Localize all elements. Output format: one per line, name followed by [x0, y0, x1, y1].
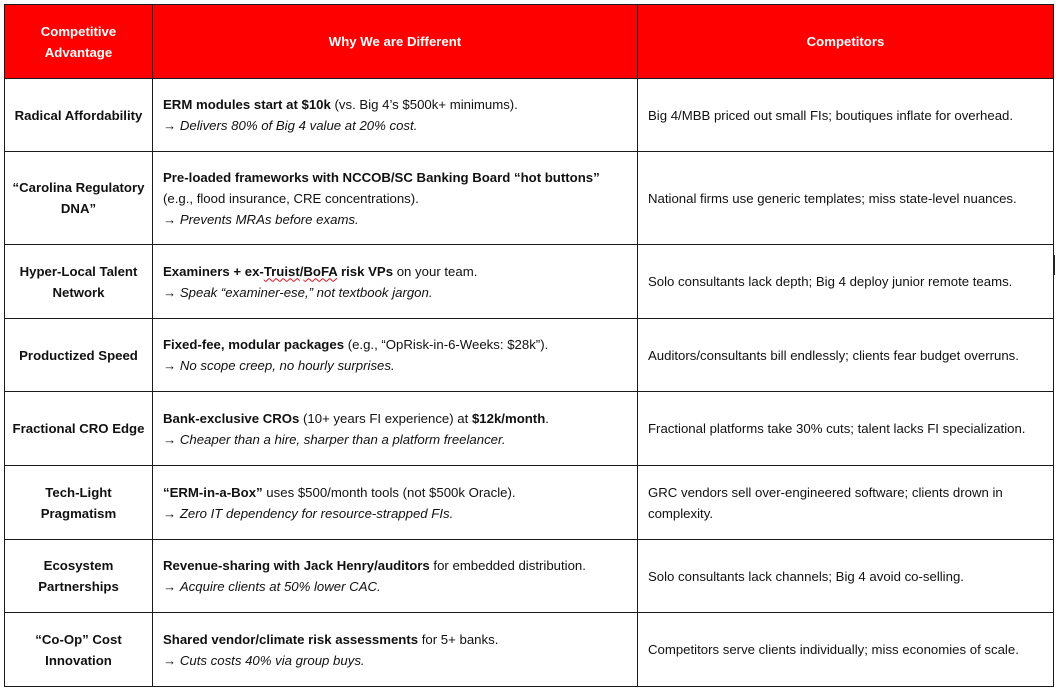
why-text: (10+ years FI experience) at [299, 410, 472, 426]
why-result-line [163, 503, 627, 524]
arrow-icon: → [163, 284, 180, 300]
why-cell [153, 152, 638, 245]
why-result-line [163, 576, 627, 597]
why-result-line [163, 429, 627, 450]
arrow-icon: → [163, 431, 180, 447]
arrow-icon: → [163, 652, 180, 668]
why-cell [153, 466, 638, 540]
header-row [5, 5, 1054, 79]
why-cell [153, 613, 638, 687]
competitors-cell: Competitors serve clients individually; miss economies of scale. [638, 613, 1054, 687]
arrow-icon: → [163, 211, 180, 227]
why-bold: $10k [301, 97, 331, 112]
advantage-cell: Fractional CRO Edge [5, 392, 153, 466]
arrow-icon: → [163, 118, 180, 133]
why-line [163, 94, 627, 115]
header-competitive-advantage: Competitive Advantage [5, 5, 153, 79]
why-result-line [163, 209, 627, 230]
why-italic: Acquire clients at 50% lower CAC. [179, 579, 381, 594]
why-bold: $12k/month [471, 410, 546, 426]
why-text: . [545, 410, 549, 426]
header-competitors: Competitors [638, 5, 1054, 79]
why-result-line [163, 650, 627, 671]
table-row [5, 152, 1054, 245]
arrow-icon: → [163, 358, 180, 373]
why-cell [153, 79, 638, 152]
text-cursor [1053, 255, 1055, 275]
why-line [163, 334, 627, 355]
why-bold: Revenue-sharing with Jack Henry/auditors [163, 558, 430, 573]
why-cell [153, 392, 638, 466]
why-result-line [163, 355, 627, 376]
advantage-cell: Productized Speed [5, 319, 153, 392]
advantage-cell: “Co-Op” Cost Innovation [5, 613, 153, 687]
why-text: (e.g., flood insurance, CRE concentrations). [163, 190, 419, 206]
table-row [5, 466, 1054, 540]
why-bold: Fixed-fee, modular packages [163, 337, 345, 352]
advantage-cell: Radical Affordability [5, 79, 153, 152]
table-row [5, 319, 1054, 392]
advantage-cell: Ecosystem Partnerships [5, 540, 153, 613]
why-bold: Bank-exclusive CROs [163, 410, 300, 426]
why-bold: ERM modules start at [163, 97, 302, 112]
table-row [5, 540, 1054, 613]
why-bold-misspelled: BoFA [303, 263, 338, 279]
why-italic: Prevents MRAs before exams. [179, 211, 359, 227]
why-cell [153, 319, 638, 392]
why-bold: risk VPs [337, 263, 394, 279]
why-bold: Shared vendor/climate risk assessments [163, 631, 419, 647]
competitors-cell: Big 4/MBB priced out small FIs; boutiques inflate for overhead. [638, 79, 1054, 152]
why-text: for 5+ banks. [418, 631, 499, 647]
why-cell [153, 245, 638, 319]
why-line [163, 629, 627, 650]
why-italic: No scope creep, no hourly surprises. [179, 358, 395, 373]
competitors-cell: National firms use generic templates; miss state-level nuances. [638, 152, 1054, 245]
why-bold: Pre-loaded frameworks with NCCOB/SC Banking Board “hot buttons” [163, 169, 600, 185]
competitors-cell: Fractional platforms take 30% cuts; talent lacks FI specialization. [638, 392, 1054, 466]
why-bold: “ERM-in-a-Box” [163, 484, 263, 500]
arrow-icon: → [163, 505, 180, 521]
table-row [5, 245, 1054, 319]
why-italic: Speak “examiner-ese,” not textbook jargon. [179, 284, 433, 300]
why-line [163, 408, 627, 429]
table-row [5, 79, 1054, 152]
why-bold: Examiners + ex- [163, 263, 264, 279]
why-result-line [163, 282, 627, 303]
why-italic: Cuts costs 40% via group buys. [179, 652, 365, 668]
competitive-advantage-table [4, 4, 1054, 687]
arrow-icon: → [163, 579, 180, 594]
advantage-cell: “Carolina Regulatory DNA” [5, 152, 153, 245]
header-why-different: Why We are Different [153, 5, 638, 79]
why-result-line [163, 115, 627, 136]
competitors-cell: Solo consultants lack depth; Big 4 deploy junior remote teams. [638, 245, 1054, 319]
advantage-cell: Tech-Light Pragmatism [5, 466, 153, 540]
why-text: uses $500/month tools (not $500k Oracle). [262, 484, 516, 500]
table-row [5, 392, 1054, 466]
why-bold: / [299, 263, 304, 279]
why-text: on your team. [393, 263, 478, 279]
why-cell [153, 540, 638, 613]
competitors-cell: Auditors/consultants bill endlessly; clients fear budget overruns. [638, 319, 1054, 392]
why-bold-misspelled: Truist [263, 263, 300, 279]
why-line [163, 261, 627, 282]
advantage-cell: Hyper-Local Talent Network [5, 245, 153, 319]
why-italic: Delivers 80% of Big 4 value at 20% cost. [179, 118, 418, 133]
why-text: (e.g., “OpRisk-in-6-Weeks: $28k”). [344, 337, 549, 352]
why-text: for embedded distribution. [429, 558, 586, 573]
table-row [5, 613, 1054, 687]
why-line [163, 482, 627, 503]
why-italic: Cheaper than a hire, sharper than a platform freelancer. [179, 431, 506, 447]
why-text: (vs. Big 4’s $500k+ minimums). [330, 97, 518, 112]
why-line [163, 167, 627, 209]
competitors-cell: Solo consultants lack channels; Big 4 avoid co-selling. [638, 540, 1054, 613]
why-italic: Zero IT dependency for resource-strapped FIs. [179, 505, 454, 521]
why-line [163, 555, 627, 576]
competitors-cell: GRC vendors sell over-engineered software; clients drown in complexity. [638, 466, 1054, 540]
